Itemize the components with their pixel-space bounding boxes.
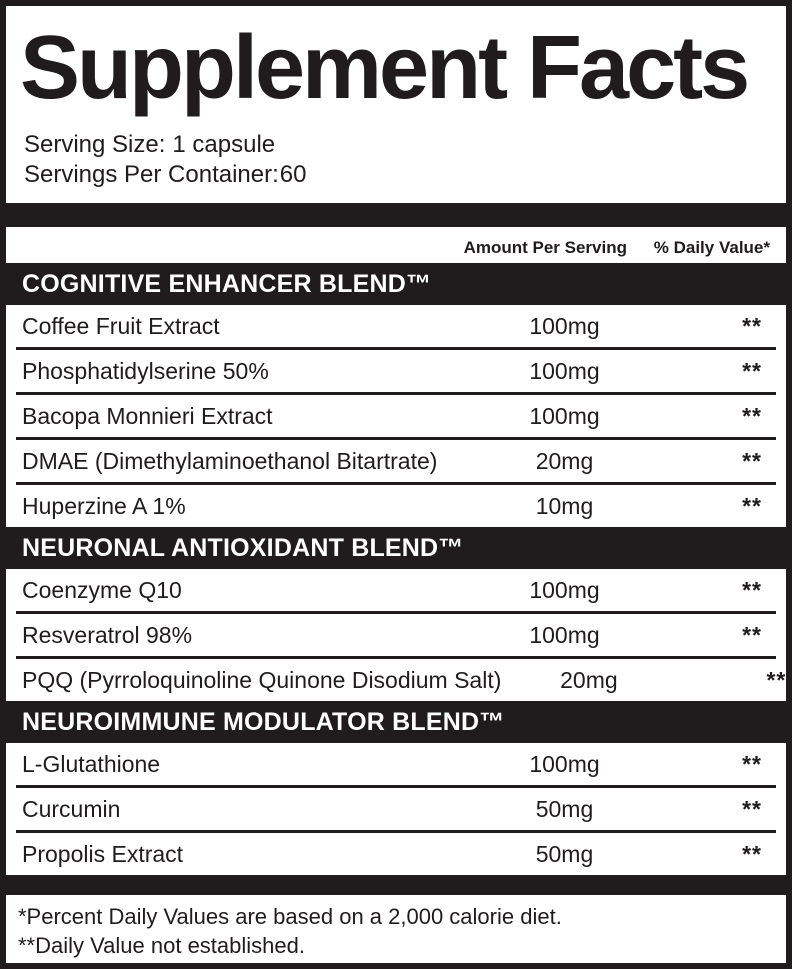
section-header (6, 527, 786, 569)
ingredient-amount: 50mg (535, 840, 594, 867)
table-row (16, 569, 776, 611)
serving-size-line (24, 130, 776, 160)
section-title: COGNITIVE ENHANCER BLEND™ (22, 269, 432, 298)
ingredient-name: Coenzyme Q10 (22, 576, 182, 603)
ingredient-amount: 20mg (535, 447, 594, 474)
section-title: NEUROIMMUNE MODULATOR BLEND™ (22, 707, 505, 736)
ingredient-daily-value: ** (742, 576, 762, 603)
ingredient-amount: 100mg (529, 750, 600, 777)
serving-size-label: Serving Size: (24, 131, 166, 158)
ingredient-daily-value: ** (742, 447, 762, 474)
section-header (6, 263, 786, 305)
section-rows (16, 305, 776, 527)
ingredient-amount: 50mg (535, 795, 594, 822)
section-header (6, 701, 786, 743)
ingredient-name: L-Glutathione (22, 750, 161, 777)
sections-container (6, 263, 786, 875)
ingredient-daily-value: ** (742, 840, 762, 867)
table-row (16, 743, 776, 785)
column-header-amount: Amount Per Serving (463, 238, 627, 257)
servings-per-container-value: 60 (279, 161, 307, 188)
serving-info (24, 130, 776, 190)
footnote-not-established: **Daily Value not established. (18, 933, 305, 958)
section-rows (16, 743, 776, 875)
ingredient-name: Resveratrol 98% (22, 621, 193, 648)
ingredient-daily-value: ** (742, 750, 762, 777)
table-header (6, 227, 786, 263)
table-row (16, 830, 776, 875)
column-header-daily-value: % Daily Value* (653, 238, 770, 257)
page-title: Supplement Facts (20, 18, 748, 118)
table-row (16, 347, 776, 392)
ingredient-daily-value: ** (742, 402, 762, 429)
ingredient-name: Propolis Extract (22, 840, 184, 867)
table-row (16, 482, 776, 527)
section-rows (16, 569, 787, 701)
ingredient-name: Curcumin (22, 795, 121, 822)
ingredient-amount: 100mg (529, 312, 600, 339)
ingredient-amount: 100mg (529, 621, 600, 648)
divider-bar-bottom (6, 875, 786, 895)
ingredient-name: Phosphatidylserine 50% (22, 357, 269, 384)
ingredient-amount: 100mg (529, 402, 600, 429)
divider-bar-top (6, 203, 786, 227)
table-row (16, 305, 776, 347)
footnote-daily-value: *Percent Daily Values are based on a 2,000 calorie diet. (18, 904, 562, 929)
servings-per-container-line (24, 160, 776, 190)
ingredient-daily-value: ** (766, 666, 787, 693)
ingredient-amount: 20mg (560, 666, 618, 693)
footnotes (18, 902, 776, 960)
table-row (16, 656, 787, 701)
ingredient-daily-value: ** (742, 492, 762, 519)
ingredient-amount: 10mg (535, 492, 594, 519)
table-row (16, 785, 776, 830)
section-title: NEURONAL ANTIOXIDANT BLEND™ (22, 533, 464, 562)
ingredient-name: PQQ (Pyrroloquinoline Quinone Disodium Salt) (22, 666, 502, 693)
ingredient-name: Bacopa Monnieri Extract (22, 402, 273, 429)
ingredient-name: Huperzine A 1% (22, 492, 186, 519)
ingredient-name: Coffee Fruit Extract (22, 312, 220, 339)
ingredient-name: DMAE (Dimethylaminoethanol Bitartrate) (22, 447, 438, 474)
serving-size-value: 1 capsule (172, 131, 276, 158)
ingredient-amount: 100mg (529, 357, 600, 384)
table-row (16, 611, 776, 656)
table-row (16, 437, 776, 482)
ingredient-daily-value: ** (742, 621, 762, 648)
ingredient-amount: 100mg (529, 576, 600, 603)
table-row (16, 392, 776, 437)
servings-per-container-label: Servings Per Container: (24, 161, 279, 188)
ingredient-daily-value: ** (742, 312, 762, 339)
ingredient-daily-value: ** (742, 795, 762, 822)
ingredient-daily-value: ** (742, 357, 762, 384)
